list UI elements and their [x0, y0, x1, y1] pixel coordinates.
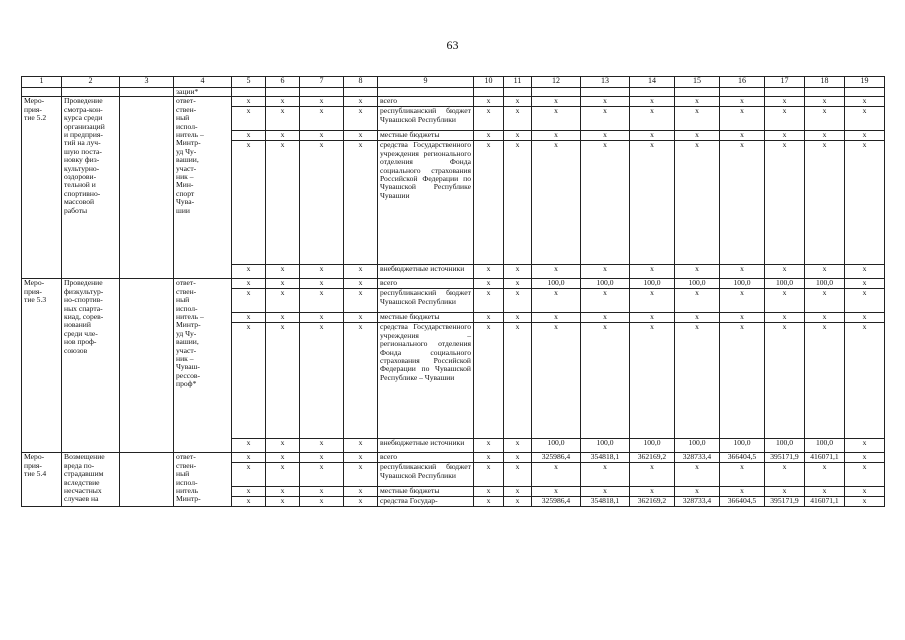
funding-source: средства Государ-	[378, 497, 474, 507]
empty-cell	[845, 88, 885, 97]
year-value: x	[720, 323, 765, 439]
year-value: x	[675, 289, 720, 313]
year-value: 100,0	[581, 279, 630, 289]
year-value: x	[532, 313, 581, 323]
column-header: 5	[232, 77, 266, 88]
year-value: x	[504, 323, 532, 439]
year-value: x	[504, 107, 532, 131]
year-value: 362169,2	[630, 497, 675, 507]
year-value: x	[532, 97, 581, 107]
year-value: 100,0	[805, 439, 845, 453]
event-title: Проведение смотра-кон- курса среди организаций и предприя- тий на луч- шую поста- новку физ- культурно- оздорови- тельной и спортивно- массовой работы	[62, 97, 120, 279]
year-value: x	[765, 289, 805, 313]
header-row	[22, 77, 885, 88]
code-cell: x	[300, 265, 344, 279]
column-header: 16	[720, 77, 765, 88]
code-cell: x	[300, 131, 344, 141]
year-value: x	[675, 141, 720, 265]
table-row	[22, 453, 885, 463]
table-row	[22, 279, 885, 289]
column-header: 3	[120, 77, 174, 88]
funding-source: республиканский бюджет Чувашской Республики	[378, 463, 474, 487]
empty-cell	[266, 88, 300, 97]
empty-cell	[581, 88, 630, 97]
year-value: x	[474, 323, 504, 439]
year-value: x	[474, 487, 504, 497]
column-header: 7	[300, 77, 344, 88]
year-value: x	[675, 131, 720, 141]
code-cell: x	[300, 439, 344, 453]
empty-cell	[120, 279, 174, 453]
year-value: x	[504, 265, 532, 279]
year-value: 100,0	[765, 279, 805, 289]
year-value: x	[765, 265, 805, 279]
year-value: x	[504, 141, 532, 265]
year-value: 100,0	[720, 439, 765, 453]
year-value: x	[532, 463, 581, 487]
year-value: x	[504, 279, 532, 289]
year-value: x	[765, 323, 805, 439]
column-header: 14	[630, 77, 675, 88]
code-cell: x	[300, 497, 344, 507]
year-value: 354818,1	[581, 453, 630, 463]
year-value: 100,0	[675, 439, 720, 453]
year-value: x	[845, 141, 885, 265]
executor: ответ- ствен- ный испол- нитель – Минтр- уд Чу- вашии, участ- ник – Чуваш- рессов- проф*	[174, 279, 232, 453]
year-value: x	[474, 265, 504, 279]
year-value: x	[630, 487, 675, 497]
year-value: x	[720, 131, 765, 141]
code-cell: x	[300, 487, 344, 497]
code-cell: x	[266, 289, 300, 313]
year-value: x	[720, 97, 765, 107]
year-value: x	[805, 289, 845, 313]
code-cell: x	[300, 279, 344, 289]
year-value: x	[474, 463, 504, 487]
empty-cell	[62, 88, 120, 97]
year-value: x	[805, 323, 845, 439]
code-cell: x	[266, 453, 300, 463]
column-header: 1	[22, 77, 62, 88]
year-value: x	[720, 265, 765, 279]
year-value: x	[532, 323, 581, 439]
code-cell: x	[232, 107, 266, 131]
column-header: 10	[474, 77, 504, 88]
code-cell: x	[344, 323, 378, 439]
funding-source: местные бюджеты	[378, 313, 474, 323]
column-header: 18	[805, 77, 845, 88]
column-header: 19	[845, 77, 885, 88]
year-value: 416071,1	[805, 497, 845, 507]
empty-cell	[300, 88, 344, 97]
code-cell: x	[232, 131, 266, 141]
year-value: 100,0	[720, 279, 765, 289]
year-value: x	[532, 289, 581, 313]
code-cell: x	[344, 487, 378, 497]
page-number: 63	[446, 38, 459, 52]
empty-cell	[120, 453, 174, 507]
year-value: x	[805, 487, 845, 497]
year-value: x	[765, 97, 805, 107]
empty-cell	[120, 97, 174, 279]
code-cell: x	[266, 487, 300, 497]
funding-source: средства Государственного учреждения – регионального отделения Фонда социального страхования Российской Федерации по Чувашской Республике – Чувашии	[378, 323, 474, 439]
year-value: x	[845, 439, 885, 453]
year-value: x	[474, 279, 504, 289]
year-value: x	[765, 141, 805, 265]
year-value: 328733,4	[675, 497, 720, 507]
code-cell: x	[344, 463, 378, 487]
code-cell: x	[344, 107, 378, 131]
year-value: 100,0	[805, 279, 845, 289]
code-cell: x	[344, 97, 378, 107]
column-header: 6	[266, 77, 300, 88]
code-cell: x	[344, 439, 378, 453]
year-value: x	[630, 265, 675, 279]
table-row	[22, 97, 885, 107]
year-value: x	[581, 323, 630, 439]
year-value: x	[765, 131, 805, 141]
year-value: x	[845, 107, 885, 131]
empty-cell	[532, 88, 581, 97]
code-cell: x	[344, 131, 378, 141]
empty-cell	[232, 88, 266, 97]
year-value: x	[630, 141, 675, 265]
year-value: 100,0	[630, 279, 675, 289]
continuation-row	[22, 88, 885, 97]
year-value: x	[805, 107, 845, 131]
code-cell: x	[232, 463, 266, 487]
code-cell: x	[344, 279, 378, 289]
year-value: x	[805, 313, 845, 323]
executor: ответ- ствен- ный испол- нитель – Минтр- уд Чу- вашии, участ- ник – Мин- спорт Чува- шии	[174, 97, 232, 279]
year-value: 325986,4	[532, 453, 581, 463]
year-value: x	[845, 453, 885, 463]
year-value: 328733,4	[675, 453, 720, 463]
event-number: Меро- прия- тие 5.2	[22, 97, 62, 279]
year-value: 100,0	[630, 439, 675, 453]
executor-continuation: зации*	[174, 88, 232, 97]
code-cell: x	[344, 497, 378, 507]
empty-cell	[805, 88, 845, 97]
funding-source: республиканский бюджет Чувашской Республики	[378, 289, 474, 313]
year-value: x	[532, 107, 581, 131]
year-value: x	[805, 265, 845, 279]
year-value: x	[630, 463, 675, 487]
year-value: 100,0	[581, 439, 630, 453]
empty-cell	[474, 88, 504, 97]
year-value: x	[720, 313, 765, 323]
funding-source: местные бюджеты	[378, 487, 474, 497]
year-value: x	[845, 487, 885, 497]
year-value: x	[474, 107, 504, 131]
code-cell: x	[266, 131, 300, 141]
year-value: x	[675, 265, 720, 279]
column-header: 8	[344, 77, 378, 88]
year-value: x	[581, 97, 630, 107]
year-value: x	[581, 313, 630, 323]
year-value: x	[581, 487, 630, 497]
year-value: x	[845, 279, 885, 289]
funding-source: средства Государственного учреждения регионального отделения Фонда социального страхования Российской Федерации по Чувашской Республике Чувашии	[378, 141, 474, 265]
year-value: x	[845, 265, 885, 279]
year-value: x	[805, 141, 845, 265]
year-value: x	[504, 497, 532, 507]
year-value: x	[581, 141, 630, 265]
code-cell: x	[300, 463, 344, 487]
empty-cell	[344, 88, 378, 97]
code-cell: x	[266, 463, 300, 487]
column-header: 13	[581, 77, 630, 88]
column-header: 12	[532, 77, 581, 88]
year-value: x	[720, 107, 765, 131]
funding-source: всего	[378, 453, 474, 463]
year-value: 362169,2	[630, 453, 675, 463]
code-cell: x	[344, 313, 378, 323]
year-value: 100,0	[532, 279, 581, 289]
funding-source: внебюджетные источники	[378, 265, 474, 279]
code-cell: x	[300, 107, 344, 131]
event-title: Проведение физкультур- но-спортив- ных спарта- киад, сорев- нований среди чле- нов проф- союзов	[62, 279, 120, 453]
empty-cell	[675, 88, 720, 97]
funding-source: внебюджетные источники	[378, 439, 474, 453]
column-header: 4	[174, 77, 232, 88]
year-value: x	[504, 463, 532, 487]
column-header: 17	[765, 77, 805, 88]
funding-source: местные бюджеты	[378, 131, 474, 141]
program-table	[21, 76, 885, 507]
year-value: x	[504, 439, 532, 453]
year-value: x	[765, 487, 805, 497]
year-value: x	[630, 289, 675, 313]
year-value: x	[532, 141, 581, 265]
year-value: x	[720, 463, 765, 487]
year-value: x	[504, 453, 532, 463]
year-value: x	[504, 97, 532, 107]
empty-cell	[765, 88, 805, 97]
year-value: x	[720, 289, 765, 313]
year-value: 366404,5	[720, 453, 765, 463]
year-value: x	[845, 131, 885, 141]
column-header: 11	[504, 77, 532, 88]
code-cell: x	[232, 487, 266, 497]
code-cell: x	[232, 97, 266, 107]
year-value: x	[845, 97, 885, 107]
year-value: x	[675, 323, 720, 439]
year-value: x	[845, 323, 885, 439]
code-cell: x	[232, 453, 266, 463]
funding-source: всего	[378, 279, 474, 289]
code-cell: x	[232, 289, 266, 313]
empty-cell	[720, 88, 765, 97]
year-value: x	[474, 453, 504, 463]
empty-cell	[120, 88, 174, 97]
year-value: x	[675, 107, 720, 131]
year-value: x	[675, 463, 720, 487]
event-number: Меро- прия- тие 5.3	[22, 279, 62, 453]
year-value: x	[845, 289, 885, 313]
year-value: 366404,5	[720, 497, 765, 507]
year-value: x	[845, 463, 885, 487]
executor: ответ- ствен- ный испол- нитель Минтр-	[174, 453, 232, 507]
year-value: x	[845, 313, 885, 323]
year-value: x	[765, 107, 805, 131]
code-cell: x	[232, 323, 266, 439]
year-value: 100,0	[765, 439, 805, 453]
year-value: x	[630, 97, 675, 107]
year-value: x	[581, 463, 630, 487]
year-value: x	[474, 439, 504, 453]
empty-cell	[630, 88, 675, 97]
year-value: x	[675, 97, 720, 107]
column-header: 15	[675, 77, 720, 88]
code-cell: x	[266, 497, 300, 507]
year-value: x	[532, 265, 581, 279]
year-value: 100,0	[675, 279, 720, 289]
year-value: x	[805, 97, 845, 107]
year-value: 395171,9	[765, 453, 805, 463]
code-cell: x	[232, 141, 266, 265]
code-cell: x	[266, 313, 300, 323]
event-title: Возмещение вреда по- страдавшим вследствие несчастных случаев на	[62, 453, 120, 507]
year-value: 100,0	[532, 439, 581, 453]
empty-cell	[22, 88, 62, 97]
code-cell: x	[300, 313, 344, 323]
code-cell: x	[344, 141, 378, 265]
code-cell: x	[266, 265, 300, 279]
year-value: x	[581, 265, 630, 279]
year-value: x	[474, 141, 504, 265]
year-value: x	[630, 107, 675, 131]
year-value: x	[581, 289, 630, 313]
year-value: x	[504, 289, 532, 313]
code-cell: x	[232, 279, 266, 289]
year-value: x	[474, 131, 504, 141]
year-value: x	[720, 141, 765, 265]
code-cell: x	[232, 265, 266, 279]
code-cell: x	[300, 323, 344, 439]
code-cell: x	[300, 289, 344, 313]
year-value: x	[474, 289, 504, 313]
year-value: x	[675, 313, 720, 323]
year-value: 416071,1	[805, 453, 845, 463]
year-value: x	[765, 463, 805, 487]
column-header: 9	[378, 77, 474, 88]
year-value: x	[504, 131, 532, 141]
funding-source: всего	[378, 97, 474, 107]
code-cell: x	[300, 453, 344, 463]
code-cell: x	[266, 279, 300, 289]
year-value: x	[532, 487, 581, 497]
year-value: x	[504, 487, 532, 497]
year-value: x	[474, 97, 504, 107]
year-value: x	[805, 131, 845, 141]
empty-cell	[378, 88, 474, 97]
year-value: x	[630, 313, 675, 323]
year-value: 325986,4	[532, 497, 581, 507]
code-cell: x	[232, 313, 266, 323]
code-cell: x	[266, 323, 300, 439]
year-value: x	[581, 131, 630, 141]
code-cell: x	[232, 439, 266, 453]
year-value: x	[504, 313, 532, 323]
year-value: 354818,1	[581, 497, 630, 507]
code-cell: x	[344, 453, 378, 463]
code-cell: x	[344, 289, 378, 313]
year-value: x	[675, 487, 720, 497]
code-cell: x	[344, 265, 378, 279]
code-cell: x	[300, 97, 344, 107]
code-cell: x	[266, 141, 300, 265]
funding-source: республиканский бюджет Чувашской Республики	[378, 107, 474, 131]
event-number: Меро- прия- тие 5.4	[22, 453, 62, 507]
year-value: x	[581, 107, 630, 131]
year-value: x	[630, 323, 675, 439]
code-cell: x	[266, 107, 300, 131]
code-cell: x	[300, 141, 344, 265]
empty-cell	[504, 88, 532, 97]
code-cell: x	[266, 97, 300, 107]
year-value: x	[474, 497, 504, 507]
year-value: x	[720, 487, 765, 497]
column-header: 2	[62, 77, 120, 88]
year-value: 395171,9	[765, 497, 805, 507]
year-value: x	[630, 131, 675, 141]
year-value: x	[765, 313, 805, 323]
year-value: x	[474, 313, 504, 323]
year-value: x	[845, 497, 885, 507]
code-cell: x	[232, 497, 266, 507]
code-cell: x	[266, 439, 300, 453]
year-value: x	[805, 463, 845, 487]
year-value: x	[532, 131, 581, 141]
